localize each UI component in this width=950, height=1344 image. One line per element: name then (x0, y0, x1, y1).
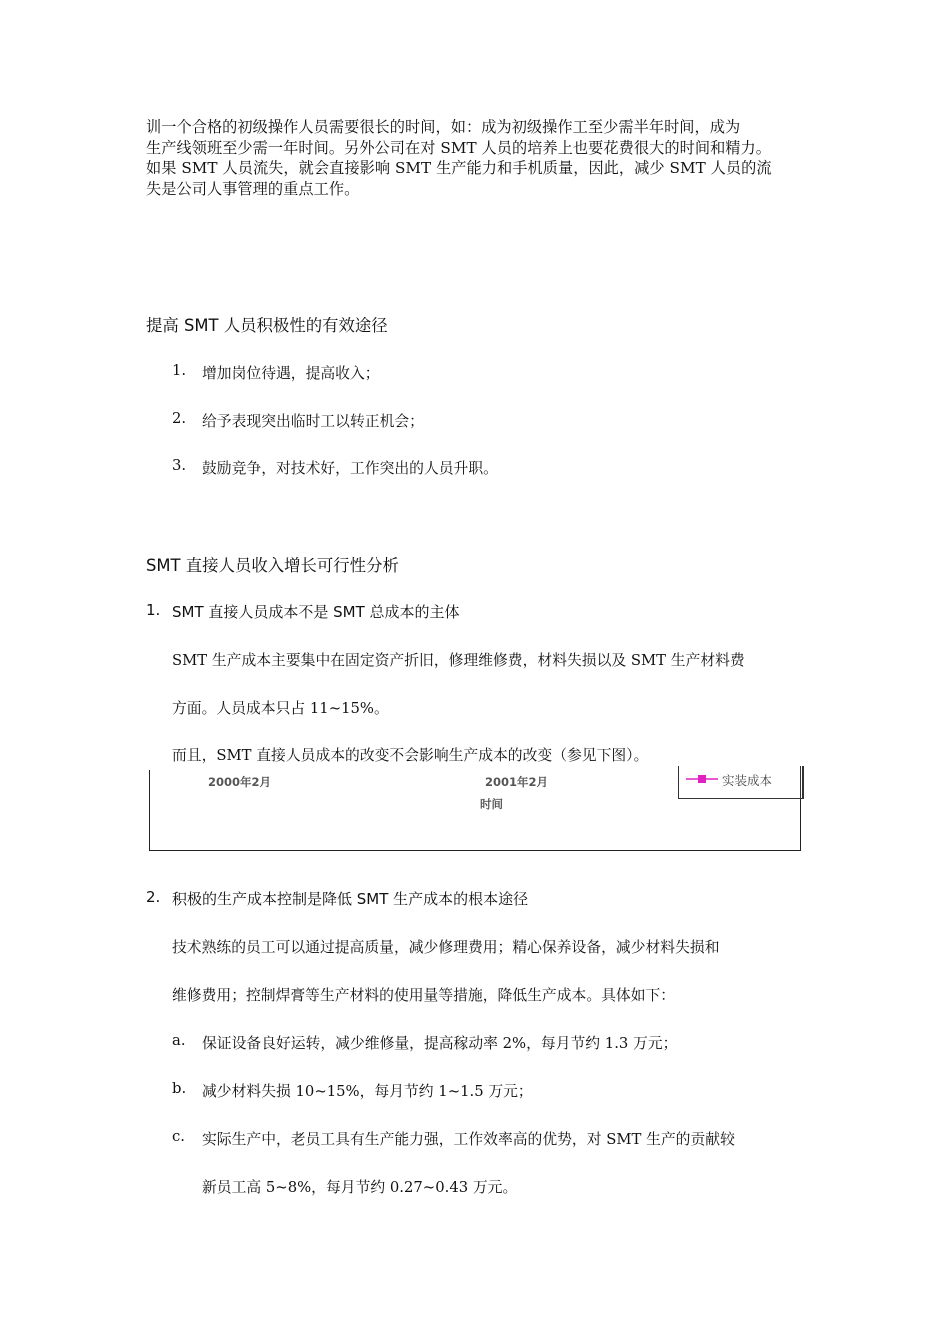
list-text: 给予表现突出临时工以转正机会； (202, 413, 424, 430)
legend-series-label: 实装成本 (722, 773, 773, 788)
x-tick-label: 2001年2月 (485, 775, 549, 789)
point-title: 积极的生产成本控制是降低 SMT 生产成本的根本途径 (172, 890, 529, 908)
sub-list-item (172, 1128, 735, 1148)
point-number: 1. (146, 601, 161, 619)
body-line: SMT 生产成本主要集中在固定资产折旧，修理维修费，材料失损以及 SMT 生产材料费 (172, 652, 745, 669)
list-text: 鼓励竞争，对技术好，工作突出的人员升职。 (202, 460, 498, 477)
list-text: 增加岗位待遇，提高收入； (202, 365, 380, 382)
x-tick-label: 2000年2月 (208, 775, 272, 789)
sub-list-text: 实际生产中，老员工具有生产能力强，工作效率高的优势，对 SMT 生产的贡献较 (202, 1131, 735, 1148)
sub-list-item (172, 1032, 678, 1052)
body-line: 而且，SMT 直接人员成本的改变不会影响生产成本的改变（参见下图）。 (172, 747, 649, 764)
body-line: 技术熟练的员工可以通过提高质量，减少修理费用；精心保养设备，减少材料失损和 (172, 939, 720, 956)
sub-list-text: 保证设备良好运转，减少维修量，提高稼动率 2%，每月节约 1.3 万元； (202, 1035, 678, 1052)
point-number: 2. (146, 888, 161, 906)
body-line: 维修费用；控制焊膏等生产材料的使用量等措施，降低生产成本。具体如下： (172, 987, 676, 1004)
point-heading (146, 601, 460, 621)
x-axis-label: 时间 (480, 797, 503, 811)
section-heading-motivation: 提高 SMT 人员积极性的有效途径 (146, 316, 388, 335)
intro-line: 失是公司人事管理的重点工作。 (146, 179, 360, 198)
list-number: 3. (172, 457, 187, 474)
point-title: SMT 直接人员成本不是 SMT 总成本的主体 (172, 603, 460, 621)
sub-list-letter: c. (172, 1128, 185, 1145)
point-heading (146, 888, 529, 908)
sub-list-text: 减少材料失损 10~15%，每月节约 1~1.5 万元； (202, 1083, 533, 1100)
sub-list-continuation: 新员工高 5~8%，每月节约 0.27~0.43 万元。 (202, 1179, 518, 1196)
legend-marker-line (685, 772, 719, 786)
sub-list-letter: a. (172, 1032, 186, 1049)
list-number: 2. (172, 410, 187, 427)
list-number: 1. (172, 362, 187, 379)
sub-list-letter: b. (172, 1080, 187, 1097)
body-line: 方面。人员成本只占 11~15%。 (172, 700, 389, 717)
intro-line: 如果 SMT 人员流失，就会直接影响 SMT 生产能力和手机质量，因此，减少 SMT 人员的流 (146, 159, 772, 177)
section-heading-feasibility: SMT 直接人员收入增长可行性分析 (146, 556, 399, 575)
sub-list-item (172, 1080, 533, 1100)
intro-line: 生产线领班至少需一年时间。另外公司在对 SMT 人员的培养上也要花费很大的时间和精力。 (146, 138, 772, 157)
intro-paragraph (146, 117, 816, 199)
chart-legend (678, 766, 804, 799)
intro-line: 训一个合格的初级操作人员需要很长的时间，如：成为初级操作工至少需半年时间，成为 (146, 118, 741, 136)
